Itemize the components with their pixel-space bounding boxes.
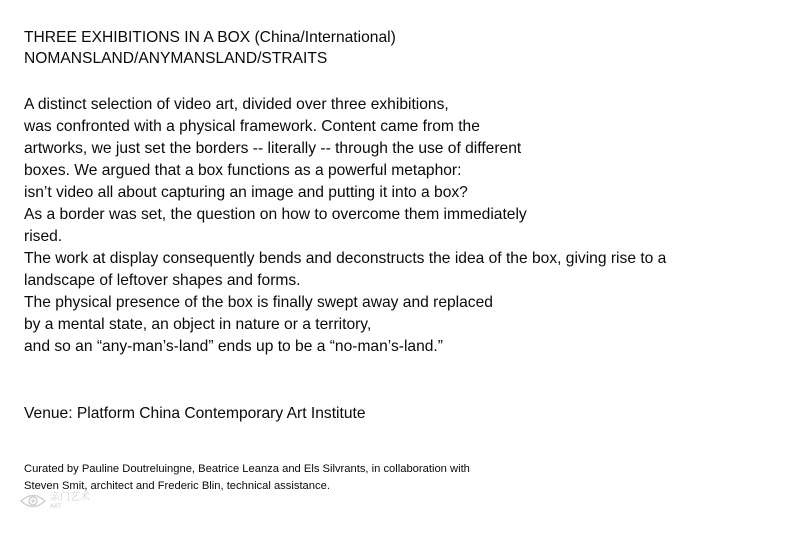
watermark [20,492,90,510]
body-line: A distinct selection of video art, divided over three exhibitions, [24,96,449,113]
body-line: The work at display consequently bends and deconstructs the idea of the box, giving rise to a [24,250,667,267]
title-line-1: THREE EXHIBITIONS IN A BOX (China/International) [24,29,396,46]
venue-line: Venue: Platform China Contemporary Art Institute [24,405,366,422]
body-line: The physical presence of the box is finally swept away and replaced [24,294,493,311]
title-line-2: NOMANSLAND/ANYMANSLAND/STRAITS [24,50,328,67]
body-line: rised. [24,228,63,245]
watermark-subtext: ART [50,503,62,510]
body-line: artworks, we just set the borders -- literally -- through the use of different [24,140,522,157]
body-line: landscape of leftover shapes and forms. [24,272,301,289]
watermark-text: 亲门艺术 [50,492,90,503]
body-line: was confronted with a physical framework. Content came from the [24,118,480,135]
body-line: boxes. We argued that a box functions as a powerful metaphor: [24,162,462,179]
credits-line-2: Steven Smit, architect and Frederic Blin, technical assistance. [24,480,330,492]
body-line: isn’t video all about capturing an image and putting it into a box? [24,184,468,201]
credits-line-1: Curated by Pauline Doutreluingne, Beatrice Leanza and Els Silvrants, in collaboration with [24,463,470,475]
body-line: As a border was set, the question on how to overcome them immediately [24,206,527,223]
body-line: by a mental state, an object in nature or a territory, [24,316,372,333]
eye-logo-icon [20,492,46,510]
body-line: and so an “any-man’s-land” ends up to be a “no-man’s-land.” [24,338,443,355]
